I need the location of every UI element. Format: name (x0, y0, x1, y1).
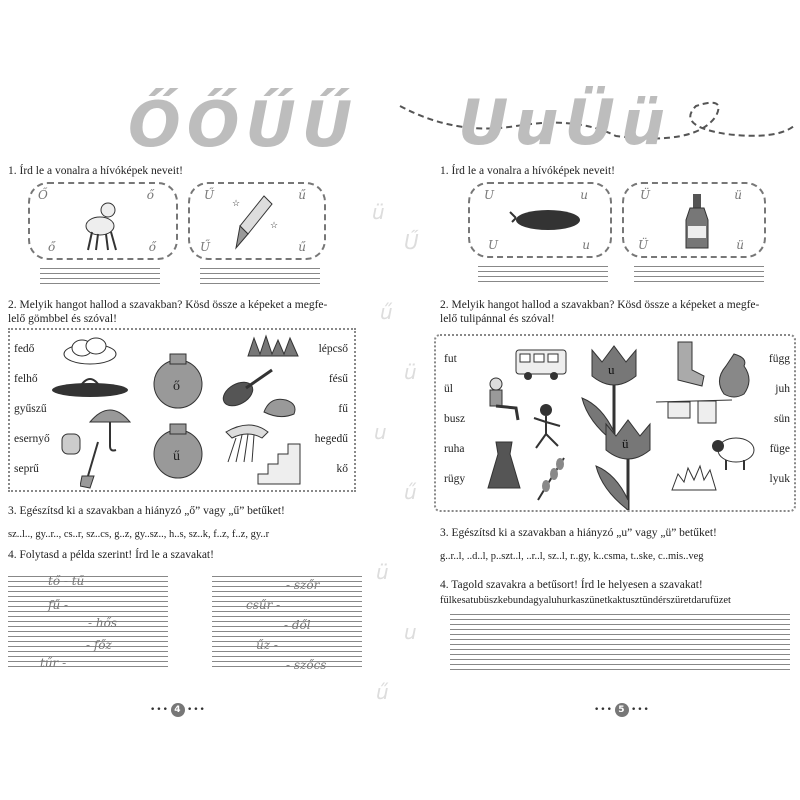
sock-icon (668, 340, 708, 388)
match-word: ruha (444, 443, 465, 455)
running-girl-icon (526, 402, 566, 454)
box-letter: U (484, 188, 495, 202)
writing-lines[interactable] (450, 614, 790, 674)
ghost-letter: u (404, 620, 417, 644)
svg-text:☆: ☆ (232, 198, 241, 208)
cursive-word: tő - tű (48, 574, 85, 588)
left-box2 (188, 182, 326, 260)
cursive-word: - dől (284, 618, 311, 632)
box-letter: U (488, 238, 499, 252)
match-word: rügy (444, 473, 466, 485)
ghost-letter: u (374, 420, 387, 444)
match-word: ül (444, 383, 453, 395)
ball-label: ű (173, 449, 180, 464)
match-word: fésű (328, 373, 348, 385)
clothesline-icon (654, 394, 734, 434)
cloud-icon (60, 336, 120, 366)
page-number-right: ••• 5 ••• (594, 705, 650, 715)
match-word: gyűszű (14, 403, 47, 415)
right-match-box (434, 334, 796, 512)
left-task2-line2: lelő gömbbel és szóval! (8, 313, 117, 325)
tulip-ue-icon (592, 416, 662, 512)
fig-icon (714, 350, 754, 400)
match-word: busz (444, 413, 466, 425)
box-letter: Ű (204, 188, 215, 202)
ghost-letter: ü (372, 200, 385, 224)
match-word: esernyő (14, 433, 50, 445)
box-letter: Ő (38, 188, 48, 202)
match-word: seprű (14, 463, 39, 475)
right-task1: 1. Írd le a vonalra a hívóképek neveit! (440, 165, 615, 177)
ghost-letter: Ű (404, 230, 419, 254)
ball-o-icon (150, 350, 206, 410)
right-task3-words: g..r..l, ..d..l, p..szt..l, ..r..l, sz..l, r..gy, k..csma, t..ske, c..mis..veg (440, 551, 704, 562)
page-number-left: ••• 4 ••• (150, 705, 206, 715)
ghost-letter: ű (404, 480, 417, 504)
left-task3: 3. Egészítsd ki a szavakban a hiányzó „ő” vagy „ű” betűket! (8, 505, 285, 517)
box-letter: ő (48, 240, 56, 254)
answer-lines[interactable] (40, 268, 160, 288)
box-letter: ü (736, 238, 744, 252)
box-letter: Ű (200, 240, 211, 254)
box-letter: ű (298, 240, 306, 254)
match-word: fű (338, 403, 348, 415)
rocket-icon (230, 194, 280, 252)
cursive-word: - szőr (286, 578, 320, 592)
match-word: lyuk (769, 473, 790, 485)
match-word: felhő (14, 373, 38, 385)
answer-lines[interactable] (634, 266, 764, 286)
ghost-letter: ű (380, 300, 393, 324)
letter-string: fülkesatubüszkebundagyaluhurkaszünetkaktusztündérszüretdarufüzet (440, 595, 731, 606)
left-task1: 1. Írd le a vonalra a hívóképek neveit! (8, 165, 183, 177)
pot-lid-icon (50, 374, 130, 398)
cursive-word: - szőcs (286, 658, 327, 672)
right-task2-line1: 2. Melyik hangot hallod a szavakban? Kösd össze a képeket a megfe- (440, 299, 760, 311)
match-word: füge (769, 443, 790, 455)
match-word: függ (768, 353, 790, 365)
right-task3: 3. Egészítsd ki a szavakban a hiányzó „u” vagy „ü” betűket! (440, 527, 717, 539)
cursive-word: - főz (86, 638, 112, 652)
right-header-letters: UuÜü (458, 86, 671, 159)
right-box1 (468, 182, 612, 258)
tulip-label: ü (622, 436, 629, 451)
right-task4: 4. Tagold szavakra a betűsort! Írd le helyesen a szavakat! (440, 579, 703, 591)
grass-icon (246, 334, 300, 358)
box-letter: Ü (638, 238, 649, 252)
stone-icon (260, 394, 300, 420)
willow-branch-icon (534, 456, 568, 502)
match-word: lépcső (318, 343, 348, 355)
match-word: kő (336, 463, 348, 475)
dress-icon (486, 440, 522, 492)
cursive-word: fű - (48, 598, 69, 612)
box-letter: Ü (640, 188, 651, 202)
answer-lines[interactable] (478, 266, 608, 286)
left-header-letters: ŐŐŰŰ (128, 88, 359, 161)
sitting-boy-icon (482, 376, 522, 426)
ghost-letter: ü (404, 360, 417, 384)
box-letter: u (582, 238, 590, 252)
match-word: fedő (14, 343, 35, 355)
tulip-label: u (608, 362, 615, 377)
left-task2-line1: 2. Melyik hangot hallod a szavakban? Kösd össze a képeket a megfe- (8, 299, 328, 311)
cursive-word: - hős (88, 616, 117, 630)
bottle-icon (682, 192, 712, 252)
left-task3-words: sz..l.., gy..r.., cs..r, sz..cs, g..z, gy..sz.., h..s, sz..k, f..z, f..z, gy..r (8, 529, 270, 540)
ghost-letter: ű (376, 680, 389, 704)
match-word: hegedű (314, 433, 348, 445)
ghost-letter: ü (376, 560, 389, 584)
answer-lines[interactable] (200, 268, 320, 288)
ball-label: ő (173, 379, 180, 394)
right-task2-line2: lelő tulipánnal és szóval! (440, 313, 555, 325)
match-word: fut (444, 353, 457, 365)
box-letter: ű (298, 188, 306, 202)
cursive-word: csűr - (246, 598, 281, 612)
cucumber-icon (508, 204, 584, 234)
box-letter: ü (734, 188, 742, 202)
box-letter: u (580, 188, 588, 202)
box-letter: ő (148, 240, 156, 254)
left-task4: 4. Folytasd a példa szerint! Írd le a szavakat! (8, 549, 214, 561)
box-letter: ő (146, 188, 154, 202)
hedgehog-icon (668, 460, 720, 496)
ball-u-icon (150, 420, 206, 480)
cursive-word: tűr - (40, 656, 67, 670)
match-word: sün (774, 413, 790, 425)
fawn-icon (78, 192, 128, 254)
stairs-icon (256, 440, 304, 486)
cursive-word: űz - (256, 638, 278, 652)
right-box2 (622, 182, 766, 258)
match-word: juh (775, 383, 790, 395)
svg-text:☆: ☆ (270, 220, 279, 230)
left-box1 (28, 182, 178, 260)
broom-icon (80, 440, 104, 490)
bus-icon (514, 348, 570, 382)
left-match-box (8, 328, 356, 492)
